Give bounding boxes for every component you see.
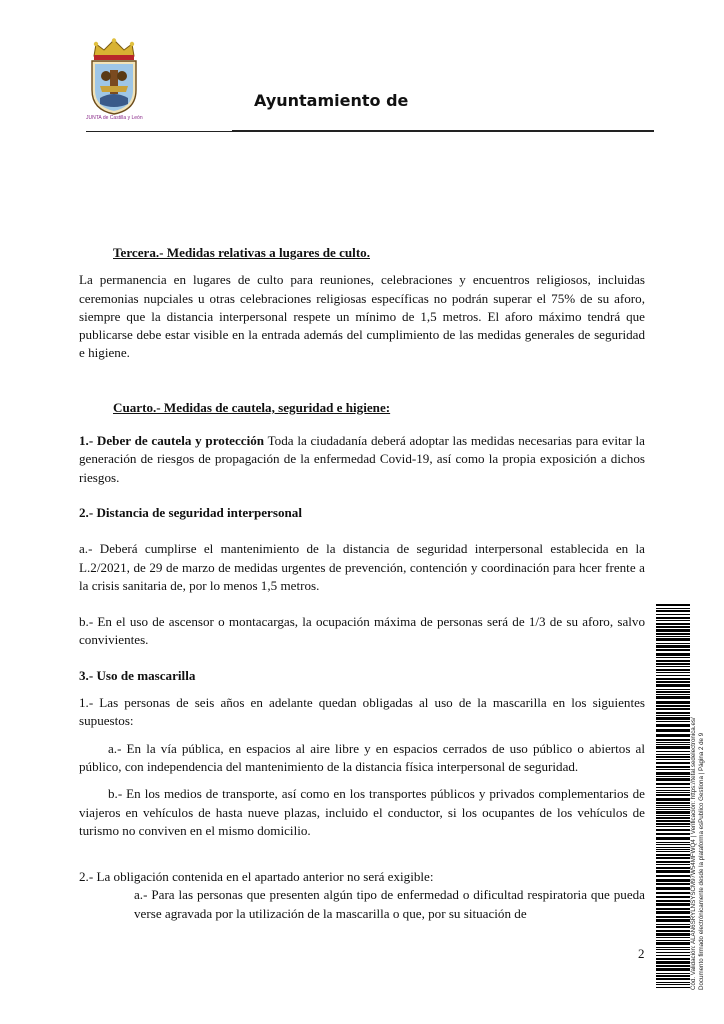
barcode-stripe — [656, 701, 690, 704]
barcode-stripe — [656, 955, 690, 956]
paragraph-tercera: La permanencia en lugares de culto para reuniones, celebraciones y encuentros religiosos, incluidas ceremonias nupciales u otras celebraciones religiosas específicas no podrán superar el 75% de su aforo, siempre que la distancia interpersonal respete un mínimo de 1,5 metros. El aforo máximo tendrá que publicarse debe estar visible en la entrada además del cumplimiento de las medidas generales de seguridad e higiene. — [79, 272, 645, 361]
barcode-stripe — [656, 620, 690, 621]
barcode-stripe — [656, 769, 690, 770]
barcode-stripe — [656, 864, 690, 865]
barcode-stripe — [656, 721, 690, 722]
barcode-stripe — [656, 708, 690, 710]
barcode-stripe — [656, 842, 690, 843]
barcode-stripe — [656, 629, 690, 632]
barcode-stripe — [656, 746, 690, 749]
barcode-stripe — [656, 660, 690, 662]
barcode-stripe — [656, 678, 690, 680]
barcode-stripe — [656, 608, 690, 609]
barcode-stripe — [656, 787, 690, 788]
barcode-stripe — [656, 729, 690, 732]
item2-title: 2.- Distancia de seguridad interpersonal — [79, 504, 302, 520]
barcode-stripe — [656, 717, 690, 720]
barcode-stripe — [656, 809, 690, 810]
barcode-stripe — [656, 724, 690, 727]
section-heading-cuarto: Cuarto.- Medidas de cautela, seguridad e higiene: — [113, 399, 391, 415]
barcode-stripe — [656, 754, 690, 755]
barcode-stripe — [656, 968, 690, 971]
barcode-stripe — [656, 900, 690, 902]
barcode-stripe — [656, 965, 690, 967]
barcode-stripe — [656, 712, 690, 714]
barcode-stripe — [656, 837, 690, 840]
barcode-stripe — [656, 937, 690, 938]
barcode-stripe — [656, 823, 690, 825]
barcode-stripe — [656, 792, 690, 793]
header-divider-thick — [232, 130, 654, 132]
crest-caption: JUNTA de Castilla y León — [86, 115, 143, 121]
barcode-stripe — [656, 982, 690, 983]
barcode-stripe — [656, 681, 690, 683]
barcode-stripe — [656, 870, 690, 873]
barcode-stripe — [656, 817, 690, 819]
barcode-stripe — [656, 805, 690, 806]
barcode-stripe — [656, 705, 690, 707]
barcode-stripe — [656, 669, 690, 671]
paragraph-item2-a: a.- Deberá cumplirse el mantenimiento de la distancia de seguridad interpersonal establecida en la L.2/2021, de 29 de marzo de medidas urgentes de prevención, contención y coordinación para hcer frente a la crisis sanitaria de, por lo menos 1,5 metros. — [79, 541, 645, 593]
barcode-stripe — [656, 815, 690, 816]
section-heading-tercera: Tercera.- Medidas relativas a lugares de culto. — [113, 245, 370, 260]
barcode-stripe — [656, 742, 690, 743]
barcode-stripe — [656, 892, 690, 894]
barcode-stripe — [656, 947, 690, 948]
barcode-stripe — [656, 684, 690, 687]
barcode-stripe — [656, 689, 690, 690]
barcode-stripe — [656, 734, 690, 737]
barcode-stripe — [656, 942, 690, 945]
barcode-stripe — [656, 666, 690, 667]
barcode-stripe — [656, 766, 690, 768]
page-number: 2 — [638, 946, 645, 961]
barcode-stripe — [656, 617, 690, 619]
barcode-stripe — [656, 854, 690, 856]
barcode-stripe — [656, 844, 690, 845]
paragraph-item3-1a: a.- En la vía pública, en espacios al aire libre y en espacios cerrados de uso público o abiertos al público, con independencia del mantenimiento de la distancia física interpersonal de seguridad. — [79, 740, 645, 774]
barcode-stripe — [656, 762, 690, 764]
barcode-stripe — [656, 694, 690, 695]
barcode-stripe — [656, 645, 690, 648]
barcode-stripe — [656, 715, 690, 716]
barcode-stripe — [656, 696, 690, 699]
barcode-stripe — [656, 691, 690, 693]
barcode-stripe — [656, 751, 690, 752]
barcode-stripe — [656, 626, 690, 628]
barcode-stripe — [656, 919, 690, 922]
organization-title: Ayuntamiento de — [254, 91, 409, 110]
barcode-stripe — [656, 851, 690, 852]
barcode-stripe — [656, 984, 690, 985]
barcode-stripe — [656, 636, 690, 637]
barcode-stripe — [656, 952, 690, 953]
barcode-stripe — [656, 861, 690, 863]
barcode-stripe — [656, 987, 690, 988]
barcode-stripe — [656, 663, 690, 665]
barcode-stripe — [656, 940, 690, 941]
barcode-stripe — [656, 978, 690, 980]
barcode-stripe — [656, 875, 690, 877]
barcode-stripe — [656, 675, 690, 676]
barcode-stripe — [656, 887, 690, 890]
barcode-stripe — [656, 903, 690, 906]
barcode-stripe — [656, 916, 690, 918]
barcode-stripe — [656, 847, 690, 848]
barcode-stripe — [656, 826, 690, 827]
barcode-stripe — [656, 857, 690, 859]
validation-stamp-line-2: Documento firmado electrónicamente desde la plataforma esPublico Gestiona | Página 2 de 9 — [698, 732, 705, 990]
barcode-stripe — [656, 896, 690, 898]
barcode-stripe — [656, 849, 690, 850]
barcode-stripe — [656, 604, 690, 606]
barcode-stripe — [656, 973, 690, 974]
barcode-stripe — [656, 833, 690, 835]
barcode-stripe — [656, 829, 690, 831]
document-body — [79, 244, 645, 923]
paragraph-item3-1b: b.- En los medios de transporte, así como en los transportes públicos y privados complementarios de viajeros en vehículos de hasta nueve plazas, incluido el conductor, si los ocupantes de los vehículos de turismo no conviven en el mismo domicilio. — [79, 786, 645, 838]
paragraph-item2-b: b.- En el uso de ascensor o montacargas, la ocupación máxima de personas será de 1/3 de su aforo, salvo convivientes. — [79, 614, 645, 648]
barcode-stripe — [656, 623, 690, 625]
barcode-stripe — [656, 811, 690, 814]
barcode-stripe — [656, 975, 690, 977]
barcode-stripe — [656, 926, 690, 928]
barcode-stripe — [656, 820, 690, 822]
barcode-stripe — [656, 759, 690, 760]
validation-stamp-line-1: Cód. Validación: ALAN6SRYLNSYSCM97W54MFWQ4 | Verificación: https://tefal.sedelectronica.es/ — [690, 717, 697, 990]
barcode-stripe — [656, 790, 690, 791]
barcode-stripe — [656, 911, 690, 914]
barcode-stripe — [656, 802, 690, 804]
paragraph-deber-cautela — [79, 432, 645, 487]
barcode-stripe — [656, 883, 690, 885]
barcode-stripe — [656, 614, 690, 615]
barcode-stripe — [656, 879, 690, 882]
validation-barcode — [656, 604, 690, 988]
barcode-stripe — [656, 776, 690, 777]
barcode-stripe — [656, 807, 690, 808]
barcode-stripe — [656, 933, 690, 936]
barcode-stripe — [656, 739, 690, 741]
barcode-stripe — [656, 649, 690, 651]
barcode-stripe — [656, 783, 690, 785]
validation-stamp-text — [690, 630, 706, 990]
item1-text: Toda la ciudadanía deberá adoptar las medidas necesarias para evitar la generación de riesgos de propagación de la enfermedad Covid-19, así como la propia exposición a dichos riesgos. — [79, 433, 645, 485]
item1-title: 1.- Deber de cautela y protección — [79, 433, 265, 449]
barcode-stripe — [656, 798, 690, 801]
barcode-stripe — [656, 756, 690, 758]
item3-title: 3.- Uso de mascarilla — [79, 667, 196, 683]
barcode-stripe — [656, 772, 690, 775]
paragraph-item3-2: 2.- La obligación contenida en el apartado anterior no será exigible: — [79, 869, 434, 885]
paragraph-item3-2a: a.- Para las personas que presenten algún tipo de enfermedad o dificultad respiratoria que pueda verse agravada por la utilización de la mascarilla o que, por su situación de — [134, 887, 645, 921]
barcode-stripe — [656, 744, 690, 745]
barcode-stripe — [656, 867, 690, 869]
barcode-stripe — [656, 633, 690, 635]
barcode-stripe — [656, 657, 690, 658]
barcode-stripe — [656, 924, 690, 925]
barcode-stripe — [656, 610, 690, 612]
barcode-stripe — [656, 794, 690, 796]
barcode-stripe — [656, 961, 690, 964]
barcode-stripe — [656, 930, 690, 932]
barcode-stripe — [656, 958, 690, 960]
barcode-stripe — [656, 908, 690, 910]
barcode-stripe — [656, 672, 690, 673]
municipal-crest-logo — [86, 38, 142, 116]
barcode-stripe — [656, 638, 690, 641]
barcode-stripe — [656, 653, 690, 656]
barcode-stripe — [656, 778, 690, 781]
paragraph-item3-1: 1.- Las personas de seis años en adelante quedan obligadas al uso de la mascarilla en los siguientes supuestos: — [79, 695, 645, 729]
barcode-stripe — [656, 949, 690, 950]
barcode-stripe — [656, 643, 690, 644]
